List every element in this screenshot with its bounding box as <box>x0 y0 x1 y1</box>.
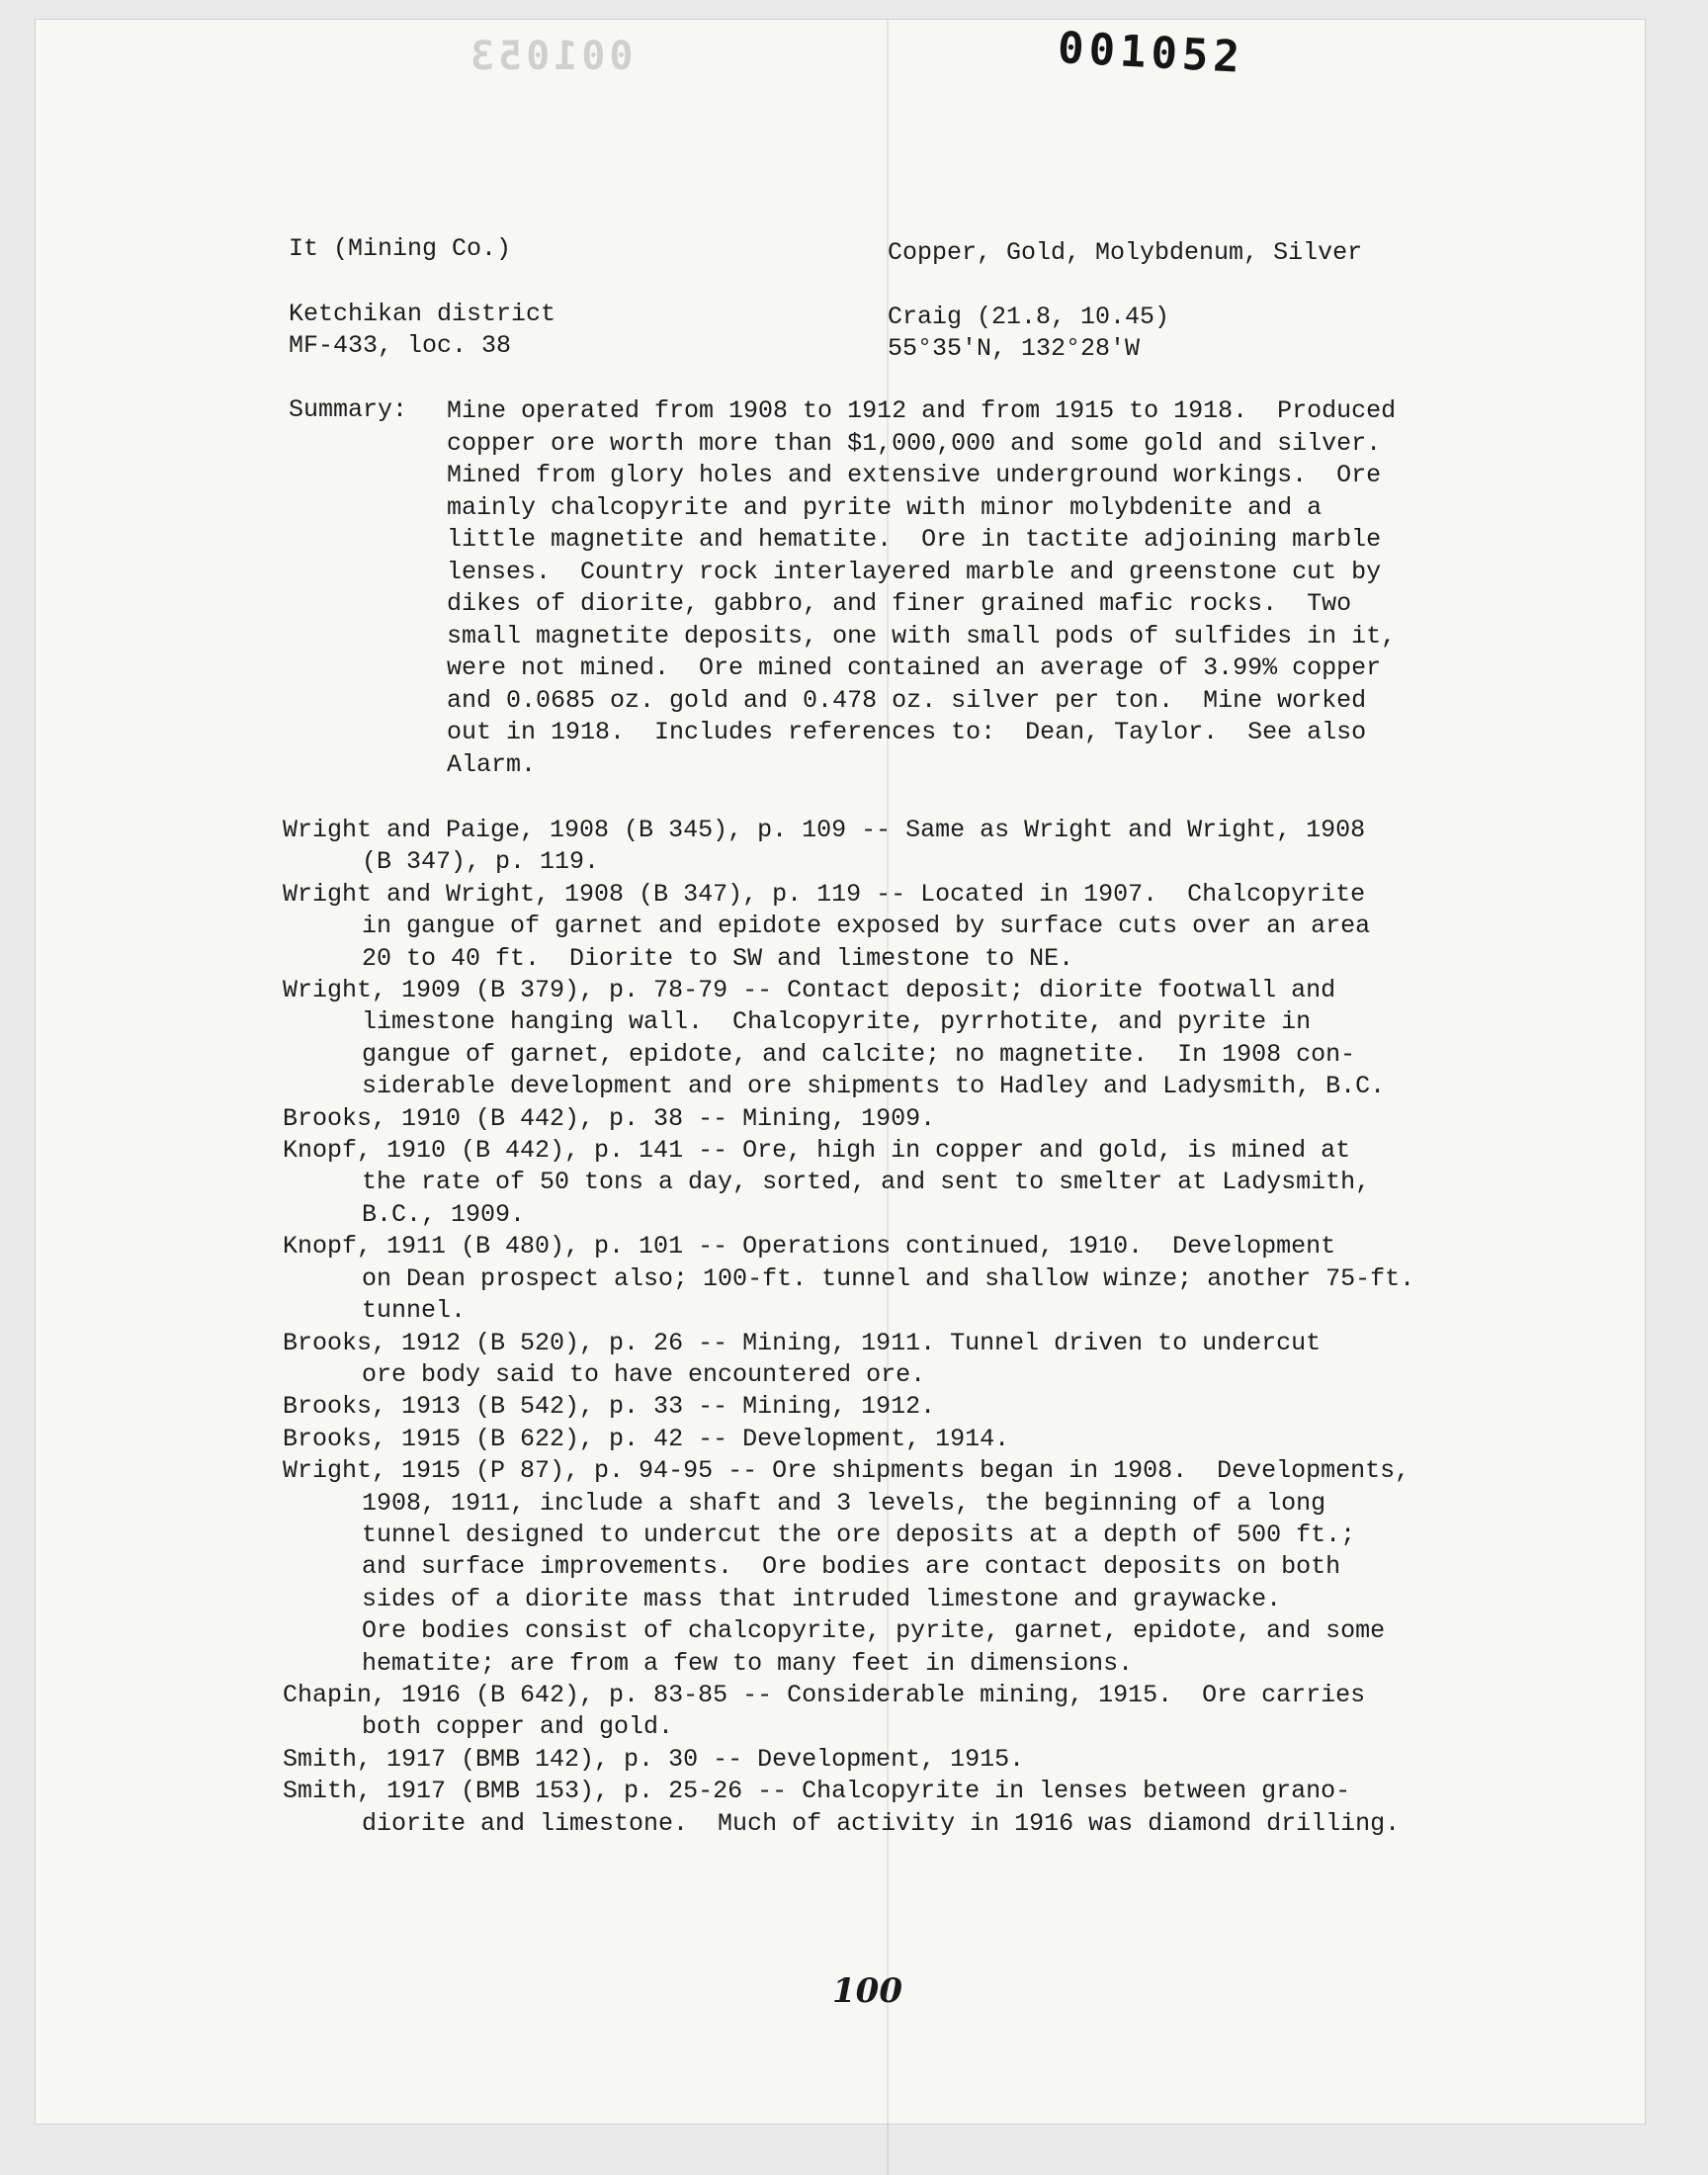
reference-continuation-line: B.C., 1909. <box>362 1199 526 1229</box>
reference-entry <box>283 1744 1414 1776</box>
reference-entry <box>283 1135 1414 1231</box>
coordinates: 55°35'N, 132°28'W <box>888 334 1141 363</box>
summary-label: Summary: <box>289 395 408 424</box>
summary-line: were not mined. Ore mined contained an average of 3.99% copper <box>447 653 1382 682</box>
reference-continuation-line: in gangue of garnet and epidote exposed by surface cuts over an area <box>362 912 1371 941</box>
summary-text <box>447 395 1396 781</box>
reference-entry <box>283 1424 1414 1455</box>
reference-entry <box>283 1680 1414 1744</box>
reference-entry <box>283 815 1414 879</box>
reference-continuation-line: 1908, 1911, include a shaft and 3 levels, the beginning of a long <box>362 1488 1326 1518</box>
summary-line: out in 1918. Includes references to: Dean, Taylor. See also <box>447 718 1367 746</box>
reference-citation-line: Smith, 1917 (BMB 142), p. 30 -- Development, 1915. <box>283 1744 1025 1774</box>
summary-line: Mine operated from 1908 to 1912 and from 1915 to 1918. Produced <box>447 396 1397 425</box>
reference-citation-line: Brooks, 1912 (B 520), p. 26 -- Mining, 1911. Tunnel driven to undercut <box>283 1328 1322 1357</box>
reference-continuation-line: the rate of 50 tons a day, sorted, and sent to smelter at Ladysmith, <box>362 1168 1371 1197</box>
reference-entry <box>283 1231 1414 1327</box>
reference-entry <box>283 1391 1414 1423</box>
summary-line: small magnetite deposits, one with small pods of sulfides in it, <box>447 621 1397 651</box>
reference-continuation-line: Ore bodies consist of chalcopyrite, pyrite, garnet, epidote, and some <box>362 1616 1386 1646</box>
summary-line: Alarm. <box>447 749 537 779</box>
reference-entry <box>283 1328 1414 1392</box>
reference-entry <box>283 1103 1414 1135</box>
reference-continuation-line: both copper and gold. <box>362 1712 674 1742</box>
summary-line: and 0.0685 oz. gold and 0.478 oz. silver per ton. Mine worked <box>447 685 1367 715</box>
reference-citation-line: Brooks, 1915 (B 622), p. 42 -- Development, 1914. <box>283 1424 1010 1453</box>
record-number-stamp: 001052 <box>1056 23 1246 83</box>
commodities: Copper, Gold, Molybdenum, Silver <box>888 238 1363 267</box>
reference-citation-line: Knopf, 1911 (B 480), p. 101 -- Operations continued, 1910. Development <box>283 1232 1336 1262</box>
summary-line: Mined from glory holes and extensive underground workings. Ore <box>447 461 1382 489</box>
summary-line: lenses. Country rock interlayered marble and greenstone cut by <box>447 557 1382 586</box>
summary-line: little magnetite and hematite. Ore in tactite adjoining marble <box>447 525 1382 554</box>
summary-line: copper ore worth more than $1,000,000 and some gold and silver. <box>447 428 1382 458</box>
summary-line: mainly chalcopyrite and pyrite with minor molybdenite and a <box>447 492 1323 522</box>
quadrangle: Craig (21.8, 10.45) <box>888 303 1170 331</box>
reference-entry <box>283 1455 1414 1680</box>
reference-citation-line: Wright, 1909 (B 379), p. 78-79 -- Contact deposit; diorite footwall and <box>283 976 1336 1005</box>
reference-continuation-line: siderable development and ore shipments to Hadley and Ladysmith, B.C. <box>362 1072 1386 1101</box>
reference-citation-line: Smith, 1917 (BMB 153), p. 25-26 -- Chalcopyrite in lenses between grano- <box>283 1777 1351 1806</box>
reference-continuation-line: 20 to 40 ft. Diorite to SW and limestone to NE. <box>362 943 1074 973</box>
reference-citation-line: Chapin, 1916 (B 642), p. 83-85 -- Considerable mining, 1915. Ore carries <box>283 1680 1366 1709</box>
reference-entry <box>283 879 1414 975</box>
reference-continuation-line: diorite and limestone. Much of activity in 1916 was diamond drilling. <box>362 1808 1401 1838</box>
district: Ketchikan district <box>289 300 556 328</box>
mine-name: It (Mining Co.) <box>289 234 512 263</box>
reference-continuation-line: on Dean prospect also; 100-ft. tunnel and shallow winze; another 75-ft. <box>362 1263 1415 1293</box>
reference-citation-line: Brooks, 1910 (B 442), p. 38 -- Mining, 1909. <box>283 1103 936 1133</box>
page-number: 100 <box>832 1971 902 2011</box>
summary-line: dikes of diorite, gabbro, and finer grained mafic rocks. Two <box>447 589 1352 618</box>
reference-continuation-line: and surface improvements. Ore bodies are contact deposits on both <box>362 1552 1341 1582</box>
reference-entry <box>283 975 1414 1103</box>
reference-continuation-line: hematite; are from a few to many feet in dimensions. <box>362 1648 1134 1678</box>
bleed-through-record-number: 001053 <box>467 34 634 79</box>
reference-citation-line: Wright and Paige, 1908 (B 345), p. 109 -- Same as Wright and Wright, 1908 <box>283 816 1366 844</box>
reference-citation-line: Brooks, 1913 (B 542), p. 33 -- Mining, 1912. <box>283 1392 936 1422</box>
reference-citation-line: Knopf, 1910 (B 442), p. 141 -- Ore, high in copper and gold, is mined at <box>283 1136 1351 1166</box>
reference-citation-line: Wright and Wright, 1908 (B 347), p. 119 -- Located in 1907. Chalcopyrite <box>283 879 1366 909</box>
reference-list <box>283 815 1414 1840</box>
reference-continuation-line: (B 347), p. 119. <box>362 847 600 877</box>
reference-continuation-line: sides of a diorite mass that intruded limestone and graywacke. <box>362 1584 1282 1613</box>
reference-continuation-line: tunnel designed to undercut the ore deposits at a depth of 500 ft.; <box>362 1520 1356 1549</box>
reference-continuation-line: tunnel. <box>362 1296 467 1326</box>
reference-continuation-line: ore body said to have encountered ore. <box>362 1359 926 1389</box>
reference-entry <box>283 1776 1414 1840</box>
reference-continuation-line: limestone hanging wall. Chalcopyrite, pyrrhotite, and pyrite in <box>362 1007 1312 1037</box>
reference-citation-line: Wright, 1915 (P 87), p. 94-95 -- Ore shipments began in 1908. Developments, <box>283 1456 1410 1486</box>
map-reference: MF-433, loc. 38 <box>289 331 512 360</box>
reference-continuation-line: gangue of garnet, epidote, and calcite; no magnetite. In 1908 con- <box>362 1039 1356 1069</box>
